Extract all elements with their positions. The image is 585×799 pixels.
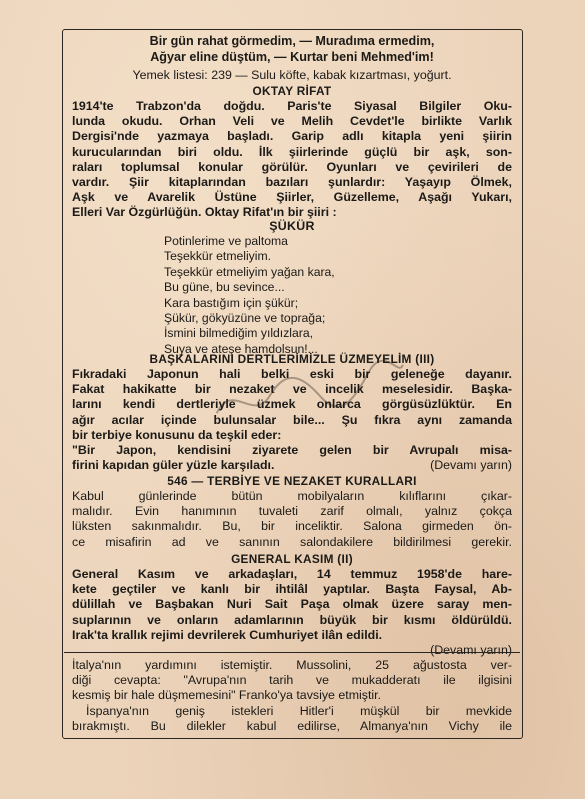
baskalari-last-text: firini kapıdan güler yüzle karşıladı. bbox=[72, 458, 275, 473]
poem-line: Bu güne, bu sevince... bbox=[164, 280, 285, 295]
baskalari-line: bir terbiye konusunu da teşkil eder: bbox=[72, 427, 282, 442]
history-line: kesmiş bir hale düşmemesini" Franko'ya tavsiye etmiştir. bbox=[72, 688, 382, 703]
oktay-line: lunda okudu. Orhan Veli ve Melih Cevdet'le birlikte Varlık bbox=[72, 114, 512, 129]
poem-line: Suya ve ateşe hamdolsun!... bbox=[164, 341, 318, 356]
kasim-heading: GENERAL KASIM (II) bbox=[231, 552, 353, 566]
oktay-line: Aşk ve Avarelik Üstüne Şiirler, Güzelleme, Aşağı Yukarı, bbox=[72, 190, 512, 205]
kasim-line: General Kasım ve arkadaşları, 14 temmuz 1958'de hare- bbox=[72, 567, 512, 581]
poem-line: Şükür, gökyüzüne ve toprağa; bbox=[164, 311, 326, 326]
baskalari-last-line bbox=[72, 458, 512, 473]
history-body bbox=[72, 658, 512, 734]
quote-block bbox=[72, 34, 512, 65]
history-line: diği cevapta: "Avrupa'nın tarih ve mukadderatı ile ilgisini bbox=[72, 673, 512, 688]
poem-line: Teşekkür etmeliyim. bbox=[164, 249, 272, 264]
oktay-line: kurucularından biri oldu. İlk şiirlerinde güçlü bir aşk, son- bbox=[72, 144, 512, 159]
terbiye-line: ce misafirin ad ve sanının salondakilere bildirilmesi gerekir. bbox=[72, 534, 512, 549]
oktay-line: Dergisi'nde yazmaya başladı. Garip adlı kitapla yeni şiirin bbox=[72, 129, 512, 144]
terbiye-body bbox=[72, 489, 512, 550]
menu-text: Yemek listesi: 239 — Sulu köfte, kabak kızartması, yoğurt. bbox=[132, 68, 452, 82]
history-line: İtalya'nın yardımını istemiştir. Mussolini, 25 ağustosta ver- bbox=[72, 658, 512, 672]
oktay-line: raları toplumsal konular görülür. Oyunları ve çevirileri de bbox=[72, 159, 512, 174]
quote-line-1: Bir gün rahat görmedim, — Muradıma ermedim, bbox=[149, 34, 435, 48]
poem-line: Potinlerime ve paltoma bbox=[164, 234, 288, 248]
quote-line-2: Ağyar eline düştüm, — Kurtar beni Mehmed'im! bbox=[150, 49, 434, 64]
baskalari-line: "Bir Japon, kendisini ziyarete gelen bir Avrupalı misa- bbox=[72, 443, 512, 458]
poem-title: ŞÜKÜR bbox=[269, 219, 315, 233]
poem-body bbox=[164, 234, 335, 357]
oktay-heading: OKTAY RİFAT bbox=[252, 84, 332, 98]
kasim-line: kete geçtiler ve kanlı bir ihtilâl yaptılar. Başta Faysal, Ab- bbox=[72, 582, 512, 597]
kasim-line: suplarının ve onların adamlarının büyük bir kısmı öldürüldü. bbox=[72, 612, 512, 627]
history-line: İspanya'nın geniş istekleri Hitler'i müşkül bir mevkide bbox=[86, 703, 512, 718]
terbiye-line: malıdır. Evin hanımının tuvaleti zarif olmalı, yalnız çokça bbox=[72, 504, 512, 519]
terbiye-heading: 546 — TERBİYE VE NEZAKET KURALLARI bbox=[167, 474, 417, 488]
oktay-line: 1914'te Trabzon'da doğdu. Paris'te Siyasal Bilgiler Oku- bbox=[72, 99, 512, 113]
kasim-line: dülillah ve Başbakan Nuri Sait Paşa olmak üzere saray men- bbox=[72, 597, 512, 612]
section-divider bbox=[64, 652, 520, 653]
oktay-line: Elleri Var Özgürlüğün. Oktay Rifat'ın bir şiiri : bbox=[72, 205, 337, 220]
baskalari-line: Fakat hakikatte bir nezaket ve incelik meselesidir. Başka- bbox=[72, 382, 512, 397]
poem-line: Teşekkür etmeliyim yağan kara, bbox=[164, 264, 335, 279]
terbiye-line: lüksten sakınmalıdır. Bu, bir inceliktir. Salona girmeden ön- bbox=[72, 519, 512, 534]
baskalari-line: larını kendi dertleriyle üzmek onlarca görgüsüzlüktür. En bbox=[72, 397, 512, 412]
kasim-body bbox=[72, 567, 512, 658]
continued-note: (Devamı yarın) bbox=[430, 458, 512, 473]
poem-line: İsmini bilmediğim yıldızlara, bbox=[164, 326, 313, 341]
baskalari-line: ağır acılar içinde bulunsalar bile... Şu fıkra aynı zamanda bbox=[72, 412, 512, 427]
oktay-line: vardır. Şiir kitaplarından bazıları şunlardır: Yaşayıp Ölmek, bbox=[72, 175, 512, 190]
continued-note: (Devamı yarın) bbox=[430, 643, 512, 658]
terbiye-line: Kabul günlerinde bütün mobilyaların kılıflarını çıkar- bbox=[72, 489, 512, 503]
menu-line bbox=[72, 68, 512, 83]
kasim-line: Irak'ta krallık rejimi devrilerek Cumhuriyet ilân edildi. bbox=[72, 627, 383, 642]
baskalari-line: Fıkradaki Japonun hali belki eski bir geleneğe dayanır. bbox=[72, 367, 512, 381]
history-line: bırakmıştı. Bu dilekler kabul edilirse, Almanya'nın Vichy ile bbox=[72, 718, 512, 733]
baskalari-heading: BAŞKALARINI DERTLERİMİZLE ÜZMEYELİM (III) bbox=[149, 352, 435, 366]
poem-line: Kara bastığım için şükür; bbox=[164, 295, 299, 310]
oktay-bio bbox=[72, 99, 512, 221]
